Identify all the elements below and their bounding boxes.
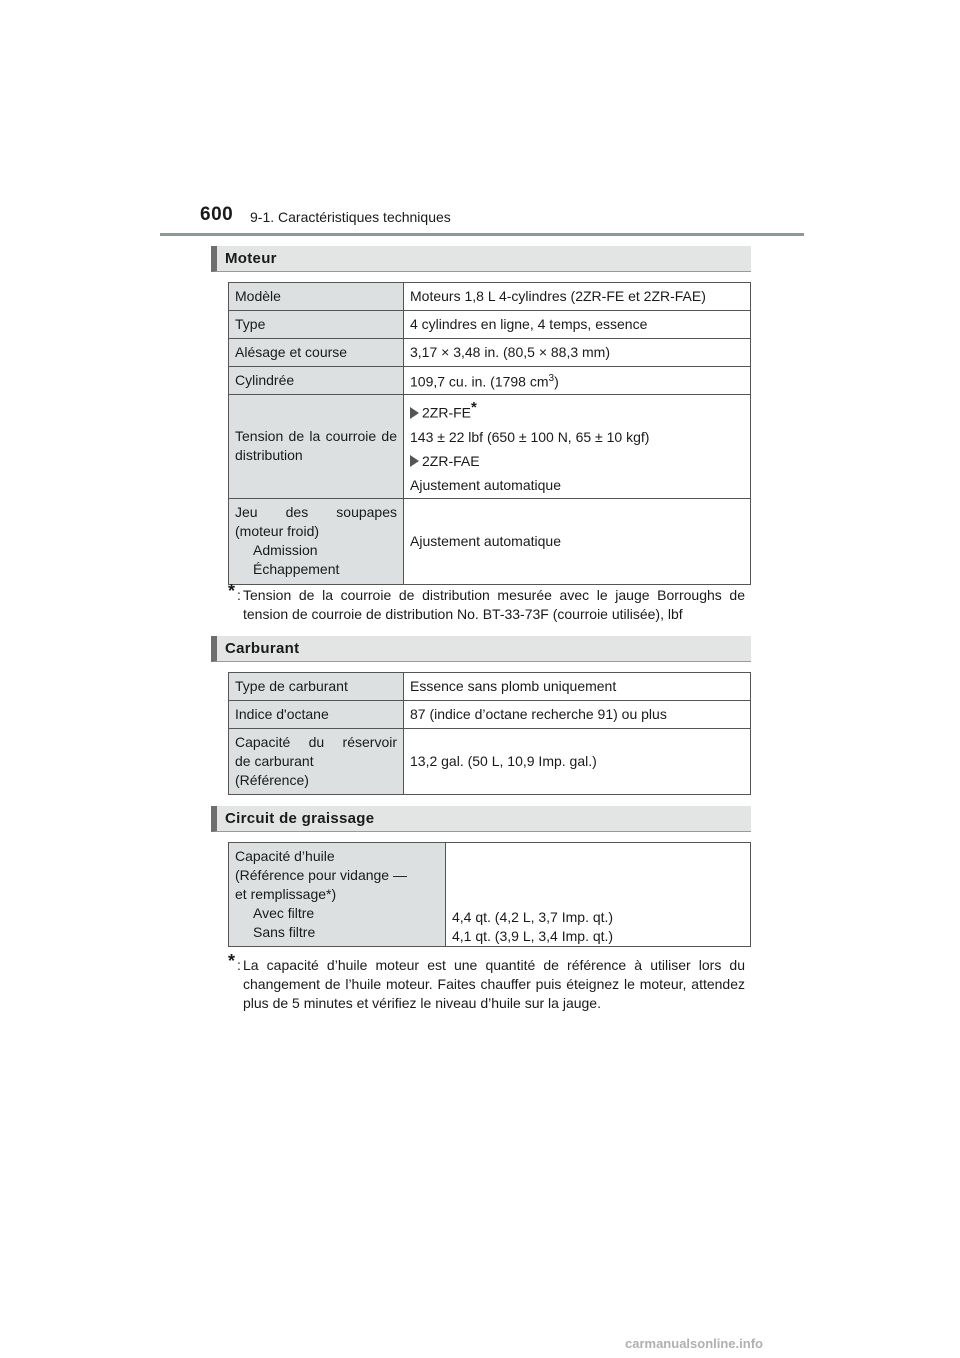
row-value-capacite-huile	[446, 843, 751, 947]
footnote-graissage	[228, 951, 745, 1013]
table-row	[229, 395, 751, 499]
row-label-type-carburant: Type de carburant	[229, 673, 404, 701]
row-label-octane: Indice d'octane	[229, 701, 404, 729]
triangle-bullet-icon	[410, 455, 419, 467]
tension-value-2zr-fe: 143 ± 22 lbf (650 ± 100 N, 65 ± 10 kgf)	[410, 428, 650, 445]
jeu-sub-admission: Admission	[253, 542, 318, 559]
huile-value-avec-filtre: 4,4 qt. (4,2 L, 3,7 Imp. qt.)	[452, 909, 614, 925]
section-title-graissage: Circuit de graissage	[225, 810, 375, 827]
table-row	[229, 843, 751, 947]
huile-label-line3: et remplissage*)	[235, 886, 337, 902]
cylindree-suffix: )	[554, 373, 559, 390]
huile-value-sans-filtre: 4,1 qt. (3,9 L, 3,4 Imp. qt.)	[452, 928, 614, 944]
jeu-label-line2: (moteur froid)	[235, 523, 320, 540]
row-label-jeu	[229, 498, 404, 584]
row-label-capacite-reservoir	[229, 729, 404, 795]
row-label-alesage: Alésage et course	[229, 339, 404, 367]
section-header-graissage	[211, 806, 751, 832]
table-row	[229, 498, 751, 584]
footnote-star: *	[228, 951, 236, 971]
page-number: 600	[200, 204, 234, 225]
carburant-table	[228, 672, 751, 795]
row-value-capacite-reservoir: 13,2 gal. (50 L, 10,9 Imp. gal.)	[404, 729, 751, 795]
moteur-table	[228, 282, 751, 585]
capacite-label-line1: Capacité du réservoir	[235, 734, 397, 750]
row-value-tension	[404, 395, 751, 499]
table-row	[229, 367, 751, 395]
table-row	[229, 729, 751, 795]
tension-value-2zr-fae: Ajustement automatique	[410, 476, 561, 493]
table-row	[229, 339, 751, 367]
row-label-tension: Tension de la courroie de distribution	[229, 395, 404, 499]
table-row	[229, 673, 751, 701]
section-header-moteur	[211, 246, 751, 272]
engine-name: 2ZR-FAE	[422, 452, 480, 469]
capacite-label-line3: (Référence)	[235, 772, 309, 788]
footnote-text: Tension de la courroie de distribution mesurée avec le jauge Borroughs de tension de courroie de distribution No. BT-33-73F (courroie utilisée), lbf	[243, 587, 745, 622]
table-row	[229, 311, 751, 339]
engine-item-2zr-fe	[410, 398, 744, 423]
row-label-modele: Modèle	[229, 283, 404, 311]
huile-label-line2: (Référence pour vidange —	[235, 867, 407, 883]
footnote-colon: :	[237, 957, 241, 973]
engine-name: 2ZR-FE	[422, 404, 471, 421]
row-label-cylindree: Cylindrée	[229, 367, 404, 395]
huile-sub-sans-filtre: Sans filtre	[253, 924, 316, 940]
engine-item-2zr-fae	[410, 452, 744, 471]
section-header-carburant	[211, 636, 751, 662]
cylindree-value: 109,7 cu. in. (1798 cm	[410, 373, 549, 390]
row-value-jeu: Ajustement automatique	[404, 498, 751, 584]
row-value-cylindree	[404, 367, 751, 395]
table-row	[229, 701, 751, 729]
footnote-mark: *	[471, 399, 477, 416]
row-value-type: 4 cylindres en ligne, 4 temps, essence	[404, 311, 751, 339]
jeu-label-line1: Jeu des soupapes	[235, 504, 397, 521]
footnote-text: La capacité d’huile moteur est une quantité de référence à utiliser lors du changement de l’huile moteur. Faites chauffer puis éteignez le moteur, attendez plus de 5 minutes et vérifiez le niveau d’huile sur la jauge.	[243, 957, 745, 1011]
footnote-moteur	[228, 581, 745, 624]
row-label-type: Type	[229, 311, 404, 339]
row-value-type-carburant: Essence sans plomb uniquement	[404, 673, 751, 701]
footnote-colon: :	[237, 587, 241, 603]
row-value-modele: Moteurs 1,8 L 4-cylindres (2ZR-FE et 2ZR-FAE)	[404, 283, 751, 311]
section-title-moteur: Moteur	[225, 250, 277, 267]
section-title-carburant: Carburant	[225, 640, 300, 657]
jeu-sub-echappement: Échappement	[253, 561, 340, 578]
watermark: carmanualsonline.info	[625, 1336, 763, 1351]
triangle-bullet-icon	[410, 407, 419, 419]
chapter-title: 9-1. Caractéristiques techniques	[250, 209, 451, 225]
header-rule	[160, 233, 804, 236]
table-row	[229, 283, 751, 311]
huile-sub-avec-filtre: Avec filtre	[253, 905, 315, 921]
row-label-capacite-huile	[229, 843, 446, 947]
capacite-label-line2: de carburant	[235, 753, 314, 769]
row-value-octane: 87 (indice d’octane recherche 91) ou plus	[404, 701, 751, 729]
cylindree-superscript: 3	[548, 373, 555, 385]
graissage-table	[228, 842, 751, 947]
footnote-star: *	[228, 581, 236, 601]
row-value-alesage: 3,17 × 3,48 in. (80,5 × 88,3 mm)	[404, 339, 751, 367]
huile-label-line1: Capacité d’huile	[235, 848, 335, 864]
